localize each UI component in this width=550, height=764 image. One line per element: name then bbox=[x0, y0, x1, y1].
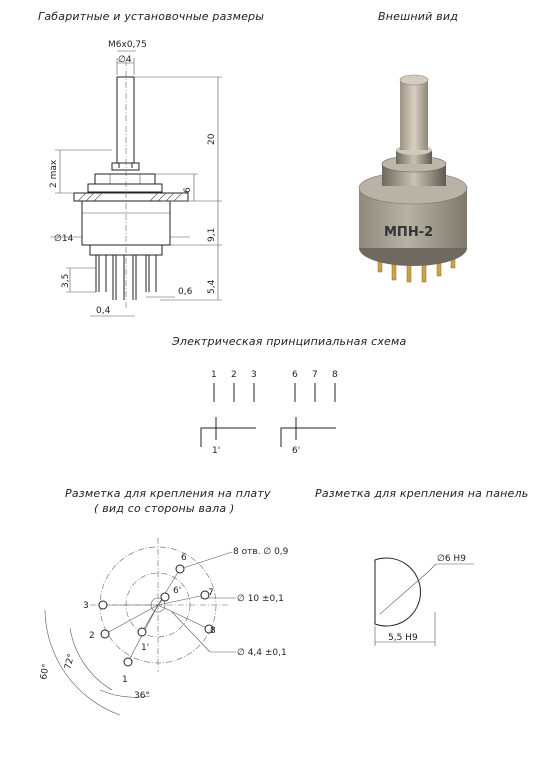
schem-pin-8: 8 bbox=[332, 370, 338, 380]
dim-body-dia: ∅14 bbox=[54, 234, 74, 244]
schem-pin-3: 3 bbox=[251, 370, 257, 380]
washer bbox=[88, 184, 162, 192]
mount-panel bbox=[74, 193, 188, 201]
schematic-diagram bbox=[201, 370, 338, 456]
dim-pin-04: 0,4 bbox=[96, 306, 111, 316]
mount-holes bbox=[99, 565, 213, 666]
dim-pins-54: 5,4 bbox=[207, 279, 217, 294]
title-external-view: Внешний вид bbox=[378, 10, 458, 23]
board-circle-44: ∅ 4,4 ±0,1 bbox=[237, 648, 287, 658]
board-pin-6p: 6' bbox=[173, 586, 182, 596]
panel-marking-diagram bbox=[375, 554, 474, 646]
title-board-marking: Разметка для крепления на плату bbox=[65, 487, 271, 500]
title-schematic: Электрическая принципиальная схема bbox=[172, 335, 407, 348]
board-angle-72: 72° bbox=[63, 652, 78, 671]
schem-pin-7: 7 bbox=[312, 370, 318, 380]
dim-thread: М6х0,75 bbox=[108, 40, 147, 50]
board-pin-6: 6 bbox=[181, 553, 187, 563]
board-pin-7: 7 bbox=[208, 588, 214, 598]
dim-pin-06: 0,6 bbox=[178, 287, 193, 297]
dim-shaft-len: 20 bbox=[207, 133, 217, 145]
board-holes-label: 8 отв. ∅ 0,9 bbox=[233, 547, 289, 557]
nut bbox=[95, 174, 155, 184]
dim-pins-35: 3,5 bbox=[61, 273, 71, 288]
schem-common-1: 1' bbox=[212, 446, 221, 456]
dimension-drawing bbox=[49, 40, 222, 316]
board-pin-1p: 1' bbox=[141, 643, 150, 653]
shaft bbox=[117, 77, 134, 163]
board-pin-8: 8 bbox=[210, 626, 216, 636]
title-panel-marking: Разметка для крепления на панель bbox=[315, 487, 529, 500]
schem-common-6: 6' bbox=[292, 446, 301, 456]
schem-pin-6: 6 bbox=[292, 370, 298, 380]
product-label: МПН-2 bbox=[384, 225, 434, 240]
dim-shaft-dia: ∅4 bbox=[118, 55, 132, 65]
board-pin-3: 3 bbox=[83, 601, 89, 611]
dim-body-h: 9,1 bbox=[207, 227, 217, 242]
dim-nut-h: 6 bbox=[183, 187, 193, 193]
board-marking-diagram bbox=[39, 538, 289, 715]
panel-hole-dia: ∅6 Н9 bbox=[437, 554, 466, 564]
schem-pin-2: 2 bbox=[231, 370, 237, 380]
board-circle-10: ∅ 10 ±0,1 bbox=[237, 594, 284, 604]
title-board-marking-sub: ( вид со стороны вала ) bbox=[94, 502, 235, 515]
dim-2max: 2 max bbox=[49, 159, 59, 188]
bushing bbox=[112, 163, 139, 170]
board-angle-60: 60° bbox=[39, 663, 52, 681]
board-angle-36: 36° bbox=[134, 691, 150, 701]
board-pin-2: 2 bbox=[89, 631, 95, 641]
product-photo bbox=[359, 75, 467, 282]
board-pin-1: 1 bbox=[122, 675, 128, 685]
schem-pin-1: 1 bbox=[211, 370, 217, 380]
title-dimensions: Габаритные и установочные размеры bbox=[38, 10, 265, 23]
panel-flat-width: 5,5 Н9 bbox=[388, 633, 418, 643]
